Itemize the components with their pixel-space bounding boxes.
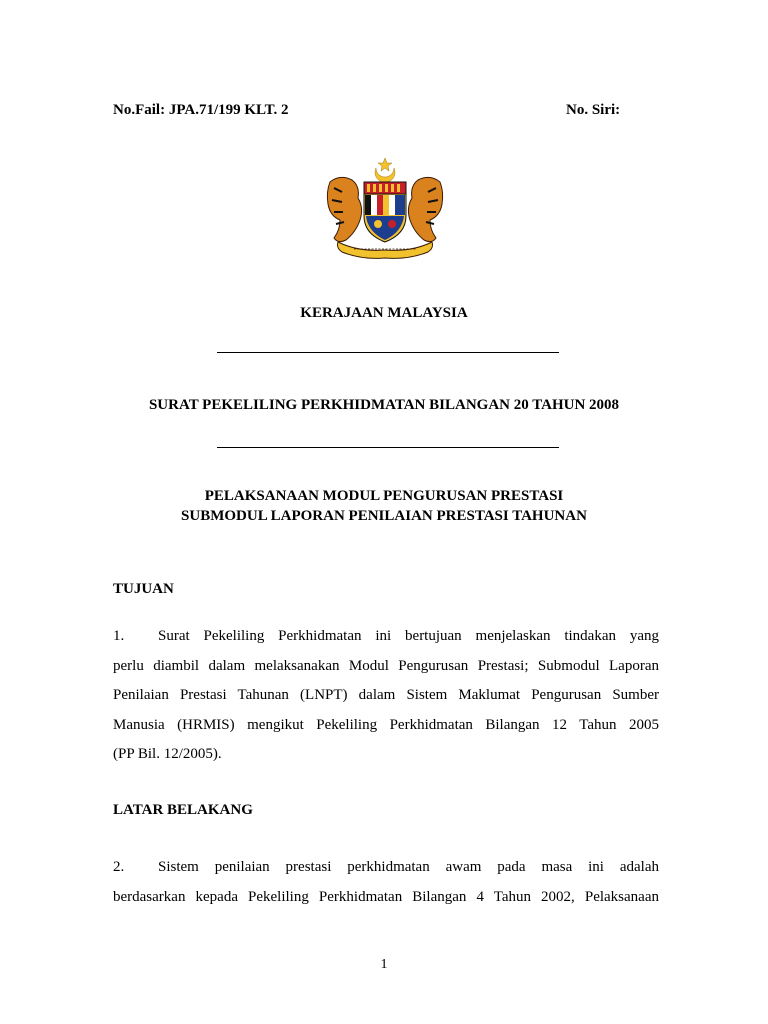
government-title: KERAJAAN MALAYSIA [300, 305, 468, 321]
paragraph-text: Penilaian Prestasi Tahunan (LNPT) dalam Sistem Maklumat Pengurusan Sumber [113, 687, 659, 703]
paragraph-text: perlu diambil dalam melaksanakan Modul Pengurusan Prestasi; Submodul Laporan [113, 657, 659, 674]
file-number: No.Fail: JPA.71/199 KLT. 2 [113, 102, 289, 118]
paragraph-text: berdasarkan kepada Pekeliling Perkhidmatan Bilangan 4 Tahun 2002, Pelaksanaan [113, 888, 659, 905]
section-heading-latar-belakang: LATAR BELAKANG [113, 802, 253, 818]
paragraph-text: Manusia (HRMIS) mengikut Pekeliling Perkhidmatan Bilangan 12 Tahun 2005 [113, 716, 659, 733]
paragraph-number: 1. [113, 628, 125, 644]
divider-line [217, 352, 559, 353]
subject-line-2: SUBMODUL LAPORAN PENILAIAN PRESTASI TAHUNAN [181, 508, 587, 524]
paragraph-1 [113, 622, 659, 770]
section-heading-tujuan: TUJUAN [113, 581, 174, 597]
malaysia-coat-of-arms-icon [324, 156, 446, 260]
page-number: 1 [380, 957, 388, 972]
paragraph-2 [113, 853, 659, 912]
paragraph-text: Sistem penilaian prestasi perkhidmatan awam pada masa ini adalah [158, 859, 659, 875]
subject-line-1: PELAKSANAAN MODUL PENGURUSAN PRESTASI [204, 488, 564, 504]
paragraph-text: (PP Bil. 12/2005). [113, 746, 222, 762]
paragraph-number: 2. [113, 859, 125, 875]
circular-title: SURAT PEKELILING PERKHIDMATAN BILANGAN 20 TAHUN 2008 [148, 397, 620, 413]
serial-number: No. Siri: [566, 102, 621, 118]
divider-line [217, 447, 559, 448]
paragraph-text: Surat Pekeliling Perkhidmatan ini bertujuan menjelaskan tindakan yang [158, 628, 659, 644]
